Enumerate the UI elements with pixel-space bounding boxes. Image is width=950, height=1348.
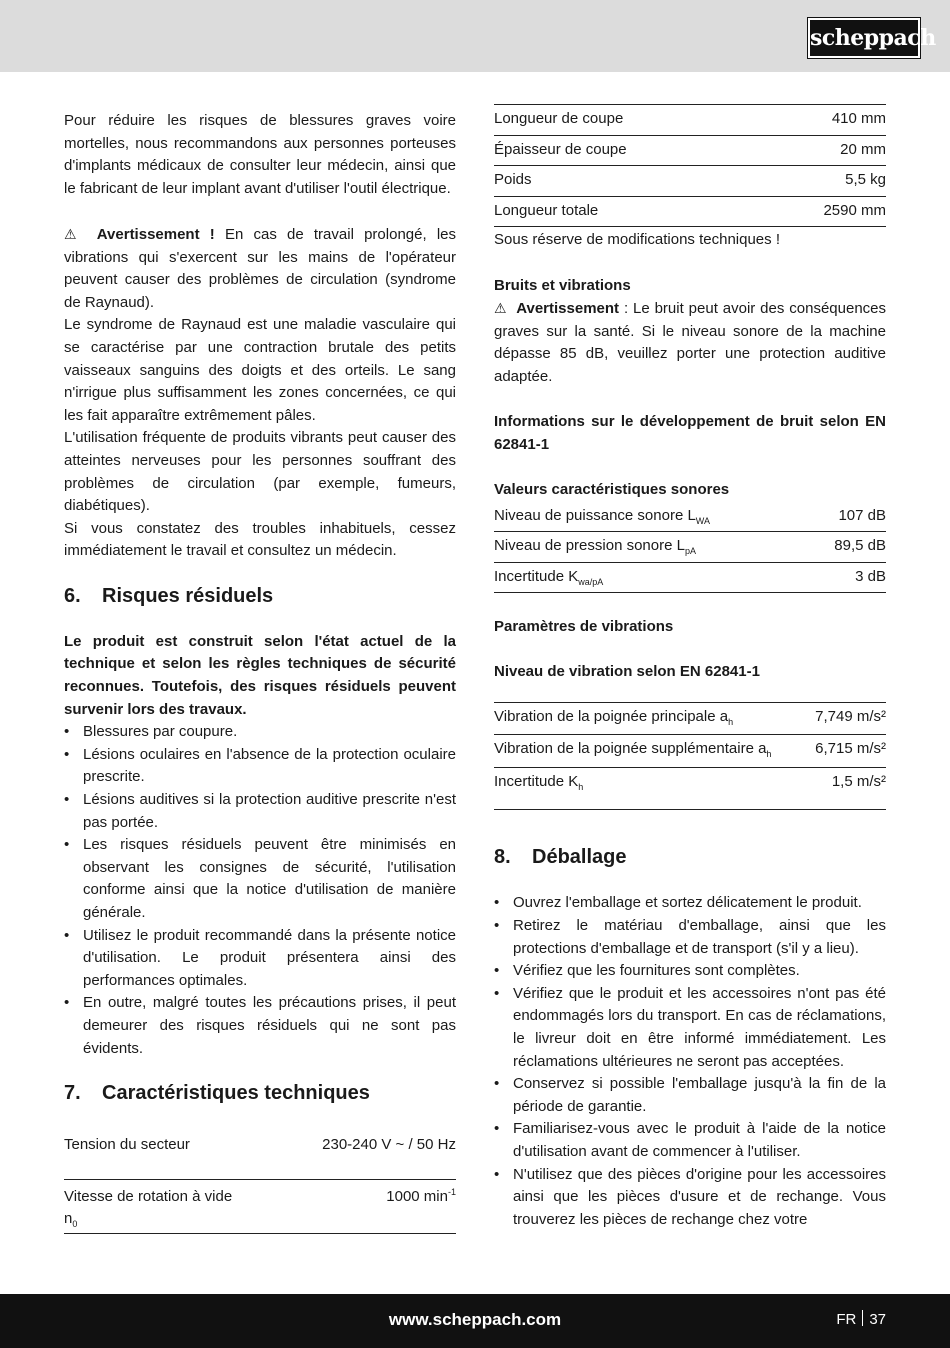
left-column xyxy=(64,110,456,1234)
table-row xyxy=(494,136,886,167)
noise-title: Bruits et vibrations xyxy=(494,276,631,294)
list-item: • Conservez si possible l'emballage jusqu'à la fin de la période de garantie. xyxy=(494,1073,886,1118)
sound-table xyxy=(494,502,886,594)
spec-row-voltage xyxy=(64,1134,456,1180)
page-header xyxy=(0,0,950,72)
paragraph-raynaud: Le syndrome de Raynaud est une maladie vasculaire qui se caractérise par une contraction brutale des petits vaisseaux sanguins des doigts et des orteils. Le sang n'irrigue plus suffisamment les zones concernées, ce qui les fait apparaître extrêmement pâles. xyxy=(64,316,456,424)
row-value: 7,749 m/s² xyxy=(815,707,886,725)
table-row xyxy=(494,532,886,563)
warning-icon: ⚠ xyxy=(64,225,83,242)
section-6-intro: Le produit est construit selon l'état actuel de la technique et selon les règles techniques de sécurité reconnues. Toutefois, des risques résiduels peuvent survenir lors des travaux. xyxy=(64,632,456,718)
page-footer xyxy=(0,1294,950,1348)
list-item: • Ouvrez l'emballage et sortez délicatement le produit. xyxy=(494,892,886,915)
section-heading-6 xyxy=(64,583,456,609)
right-column xyxy=(494,104,886,1231)
table-row xyxy=(494,563,886,594)
list-item: • Utilisez le produit recommandé dans la présente notice d'utilisation. Le produit présentera ainsi des performances optimales. xyxy=(64,925,456,993)
list-item: • Vérifiez que le produit et les accessoires n'ont pas été endommagés lors du transport. En cas de réclamations, le livreur doit en être informé immédiatement. Les réclamations ultérieures ne seront pas acceptées. xyxy=(494,983,886,1073)
table-row xyxy=(494,502,886,533)
section-number: 7. xyxy=(64,1082,81,1105)
vibration-params-title: Paramètres de vibrations xyxy=(494,617,674,635)
reserve-note: Sous réserve de modifications techniques ! xyxy=(494,231,780,249)
section-title: Risques résiduels xyxy=(102,584,274,607)
paragraph-troubles: Si vous constatez des troubles inhabituels, cessez immédiatement le travail et consultez un médecin. xyxy=(64,519,456,560)
spec-value: 1000 $\min^{-1}$ xyxy=(386,1186,456,1205)
row-label: Vibration de la poignée supplémentaire $a_h$ xyxy=(494,740,772,760)
spec-row-speed xyxy=(64,1184,456,1234)
spec-label: Vitesse de rotation à vide $n_0$ xyxy=(64,1187,233,1230)
row-value: 6,715 m/s² xyxy=(815,740,886,758)
noise-info-title: Informations sur le développement de bruit selon EN 62841-1 xyxy=(494,413,886,453)
row-label: Incertitude $K_h$ xyxy=(494,772,584,792)
section-number: 8. xyxy=(494,846,511,869)
warning-text: : Le bruit peut avoir des conséquences graves sur la santé. Si le niveau sonore de la machine dépasse 85 dB, veuillez porter une protection auditive adaptée. xyxy=(494,300,886,385)
spec-label: Tension du secteur xyxy=(64,1136,190,1154)
unpacking-list xyxy=(494,892,886,1231)
paragraph-implants: Pour réduire les risques de blessures graves voire mortelles, nous recommandons aux personnes porteuses d'implants médicaux de consulter leur médecin, ainsi que le fabricant de leur implant avant d'utiliser l'outil électrique. xyxy=(64,112,456,197)
list-item: • En outre, malgré toutes les précautions prises, il peut demeurer des risques résiduels qui ne sont pas évidents. xyxy=(64,992,456,1060)
paragraph-warning xyxy=(64,223,456,314)
brand-logo: scheppach xyxy=(808,18,920,58)
row-value: 89,5 dB xyxy=(834,537,886,555)
row-label: Longueur de coupe xyxy=(494,110,624,127)
footer-url[interactable]: www.scheppach.com xyxy=(388,1310,562,1329)
list-item: • Vérifiez que les fournitures sont complètes. xyxy=(494,960,886,983)
list-item: • Lésions oculaires en l'absence de la protection oculaire prescrite. xyxy=(64,744,456,789)
row-value: 20 mm xyxy=(840,140,886,158)
warning-text: En cas de travail prolongé, les vibrations qui s'exercent sur les mains de l'opérateur peuvent causer des problèmes de circulation (syndrome de Raynaud). xyxy=(64,225,456,311)
table-row xyxy=(494,197,886,228)
table-row xyxy=(494,702,886,735)
row-label: Poids xyxy=(494,171,532,189)
warning-icon: ⚠ xyxy=(494,300,508,317)
row-value: 3 dB xyxy=(855,567,886,585)
vibration-table xyxy=(494,702,886,811)
paragraph-vibrating-products: L'utilisation fréquente de produits vibrants peut causer des atteintes nerveuses pour les personnes souffrant des problèmes de circulation (par exemple, fumeurs, diabétiques). xyxy=(64,429,456,515)
page-number-value: 37 xyxy=(869,1311,886,1328)
list-item: • Les risques résiduels peuvent être minimisés en observant les consignes de sécurité, l'utilisation conforme ainsi que la notice d'utilisation de manière générale. xyxy=(64,834,456,924)
table-row xyxy=(494,767,886,800)
list-item: • Retirez le matériau d'emballage, ainsi que les protections d'emballage et de transport (s'il y a lieu). xyxy=(494,915,886,960)
row-label: Incertitude $K_{wa/pA}$ xyxy=(494,567,604,587)
row-label: Vibration de la poignée principale $a_h$ xyxy=(494,707,734,727)
list-item: • Lésions auditives si la protection auditive prescrite n'est pas portée. xyxy=(64,789,456,834)
list-item: • Blessures par coupure. xyxy=(64,721,456,744)
row-label: Niveau de puissance sonore $L_{WA}$ xyxy=(494,506,710,526)
row-value: 107 dB xyxy=(838,506,886,524)
section-title: Caractéristiques techniques xyxy=(102,1082,370,1105)
section-heading-8 xyxy=(494,844,886,870)
section-title: Déballage xyxy=(532,846,627,869)
row-label: Longueur totale xyxy=(494,201,599,219)
table-row xyxy=(494,734,886,767)
row-value: 2590 mm xyxy=(823,201,886,219)
row-value: 1,5 m/s² xyxy=(831,772,886,790)
warning-label: Avertissement ! xyxy=(96,225,215,243)
warning-label: Avertissement xyxy=(516,300,620,318)
spec-value: 230-240 V ~ / 50 Hz xyxy=(322,1136,456,1154)
vibration-level-title: Niveau de vibration selon EN 62841-1 xyxy=(494,663,760,681)
list-item: • Familiarisez-vous avec le produit à l'aide de la notice d'utilisation avant de commencer à l'utiliser. xyxy=(494,1118,886,1163)
noise-warning xyxy=(494,297,886,388)
row-label: Niveau de pression sonore $L_{pA}$ xyxy=(494,537,696,557)
row-value: 410 mm xyxy=(831,110,886,127)
divider xyxy=(862,1310,863,1326)
section-heading-7 xyxy=(64,1080,456,1106)
table-row xyxy=(494,105,886,136)
page-number xyxy=(836,1310,886,1328)
residual-risks-list xyxy=(64,721,456,1060)
row-value: 5,5 kg xyxy=(845,171,886,189)
sound-values-title: Valeurs caractéristiques sonores xyxy=(494,480,730,498)
table-row xyxy=(494,166,886,197)
row-label: Épaisseur de coupe xyxy=(494,140,627,158)
section-number: 6. xyxy=(64,584,81,607)
language-code: FR xyxy=(836,1311,857,1328)
specs-table xyxy=(494,104,886,227)
list-item: • N'utilisez que des pièces d'origine pour les accessoires ainsi que les pièces d'usure et de rechange. Vous trouverez les pièces de rechange chez votre xyxy=(494,1164,886,1232)
